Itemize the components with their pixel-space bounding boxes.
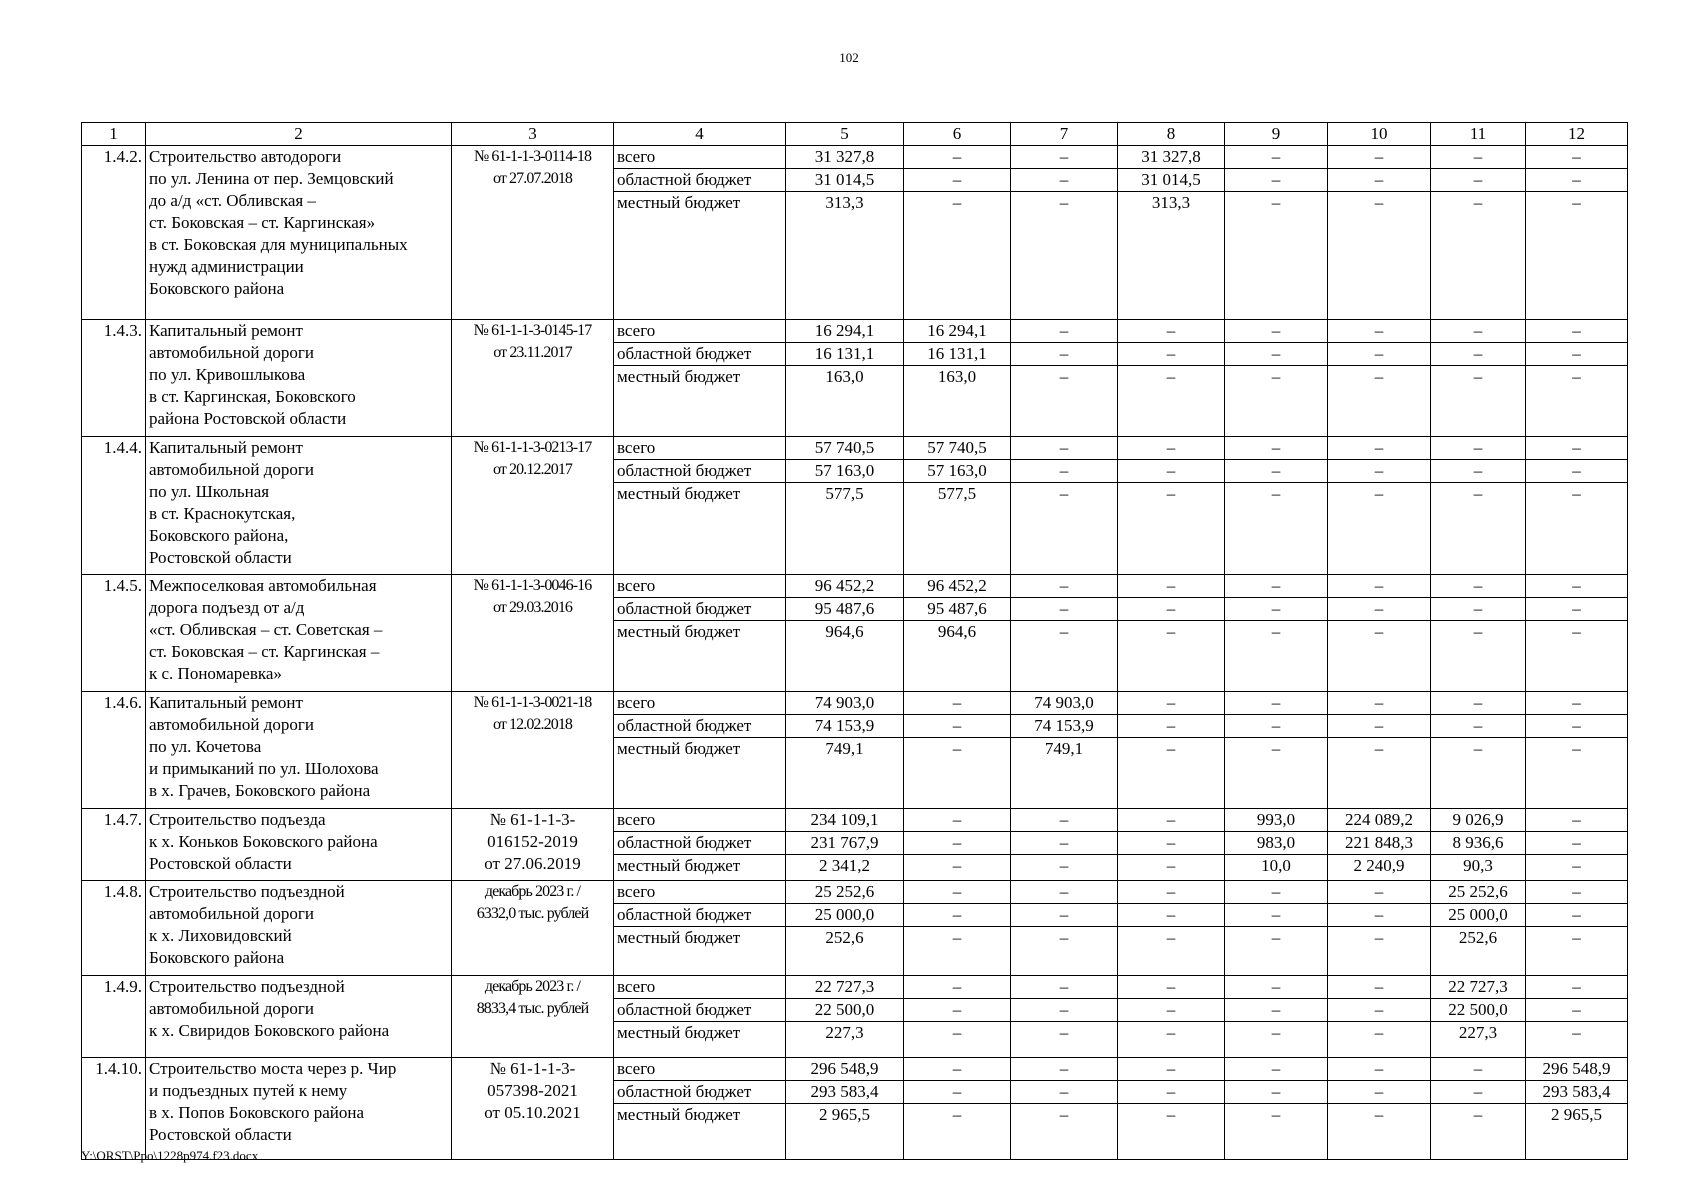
funding-source: всего: [614, 881, 786, 904]
project-name: Капитальный ремонт автомобильной дороги по ул. Школьная в ст. Краснокутская, Боковского района, Ростовской области: [146, 437, 452, 575]
amount-cell: 749,1: [786, 738, 904, 809]
amount-cell: –: [1431, 146, 1526, 169]
amount-cell: –: [1526, 809, 1628, 832]
amount-cell: 252,6: [786, 927, 904, 976]
amount-cell: –: [1118, 1022, 1225, 1058]
amount-cell: –: [1118, 1058, 1225, 1081]
amount-cell: –: [1118, 738, 1225, 809]
amount-cell: 2 240,9: [1328, 855, 1431, 881]
funding-source: всего: [614, 146, 786, 169]
amount-cell: –: [1526, 855, 1628, 881]
amount-cell: –: [1118, 320, 1225, 343]
item-number: 1.4.3.: [82, 320, 146, 437]
amount-cell: –: [904, 999, 1011, 1022]
amount-cell: –: [1431, 343, 1526, 366]
amount-cell: 577,5: [904, 483, 1011, 575]
amount-cell: –: [1011, 1058, 1118, 1081]
amount-cell: –: [1431, 192, 1526, 320]
table-row: [82, 437, 1628, 460]
amount-cell: –: [1526, 832, 1628, 855]
project-reference: № 61-1-1-3-0213-17 от 20.12.2017: [452, 437, 614, 575]
amount-cell: –: [1011, 621, 1118, 692]
amount-cell: –: [1431, 715, 1526, 738]
amount-cell: –: [1328, 738, 1431, 809]
column-header: 10: [1328, 123, 1431, 146]
amount-cell: –: [1011, 1081, 1118, 1104]
amount-cell: –: [1328, 192, 1431, 320]
amount-cell: 57 163,0: [786, 460, 904, 483]
amount-cell: –: [1328, 437, 1431, 460]
amount-cell: 227,3: [786, 1022, 904, 1058]
amount-cell: –: [1011, 1022, 1118, 1058]
amount-cell: –: [1011, 976, 1118, 999]
amount-cell: 25 252,6: [786, 881, 904, 904]
amount-cell: –: [1225, 999, 1328, 1022]
amount-cell: –: [1225, 575, 1328, 598]
amount-cell: –: [1526, 320, 1628, 343]
amount-cell: –: [1225, 1081, 1328, 1104]
column-header: 11: [1431, 123, 1526, 146]
amount-cell: 31 014,5: [786, 169, 904, 192]
budget-table: [81, 122, 1628, 1160]
amount-cell: –: [1225, 976, 1328, 999]
funding-source: местный бюджет: [614, 621, 786, 692]
amount-cell: 9 026,9: [1431, 809, 1526, 832]
funding-source: всего: [614, 320, 786, 343]
amount-cell: –: [1011, 343, 1118, 366]
funding-source: областной бюджет: [614, 343, 786, 366]
column-header: 9: [1225, 123, 1328, 146]
amount-cell: 10,0: [1225, 855, 1328, 881]
amount-cell: –: [1225, 1022, 1328, 1058]
amount-cell: –: [904, 169, 1011, 192]
amount-cell: 25 252,6: [1431, 881, 1526, 904]
amount-cell: –: [1526, 169, 1628, 192]
amount-cell: –: [1118, 715, 1225, 738]
amount-cell: –: [1431, 575, 1526, 598]
project-name: Межпоселковая автомобильная дорога подъезд от а/д «ст. Обливская – ст. Советская – ст. Боковская – ст. Каргинская – к с. Пономаревка»: [146, 575, 452, 692]
amount-cell: –: [1328, 621, 1431, 692]
amount-cell: 224 089,2: [1328, 809, 1431, 832]
project-name: Капитальный ремонт автомобильной дороги по ул. Кривошлыкова в ст. Каргинская, Боковского района Ростовской области: [146, 320, 452, 437]
column-header: 1: [82, 123, 146, 146]
column-header: 4: [614, 123, 786, 146]
amount-cell: –: [1225, 598, 1328, 621]
amount-cell: 16 131,1: [786, 343, 904, 366]
amount-cell: –: [1011, 999, 1118, 1022]
amount-cell: –: [1225, 169, 1328, 192]
amount-cell: –: [1431, 169, 1526, 192]
amount-cell: –: [1328, 1081, 1431, 1104]
amount-cell: –: [1225, 904, 1328, 927]
project-name: Строительство автодороги по ул. Ленина от пер. Земцовский до а/д «ст. Обливская – ст. Боковская – ст. Каргинская» в ст. Боковская для муниципальных нужд администрации Боковского района: [146, 146, 452, 320]
project-reference: № 61-1-1-3-0021-18 от 12.02.2018: [452, 692, 614, 809]
funding-source: местный бюджет: [614, 366, 786, 437]
amount-cell: –: [1225, 881, 1328, 904]
funding-source: областной бюджет: [614, 598, 786, 621]
amount-cell: 577,5: [786, 483, 904, 575]
amount-cell: –: [1431, 460, 1526, 483]
amount-cell: –: [1011, 437, 1118, 460]
amount-cell: –: [1011, 809, 1118, 832]
amount-cell: –: [1431, 483, 1526, 575]
amount-cell: 57 163,0: [904, 460, 1011, 483]
table-row: [82, 692, 1628, 715]
amount-cell: 313,3: [786, 192, 904, 320]
amount-cell: –: [1011, 169, 1118, 192]
amount-cell: –: [1431, 598, 1526, 621]
project-name: Строительство моста через р. Чир и подъездных путей к нему в х. Попов Боковского района Ростовской области: [146, 1058, 452, 1160]
item-number: 1.4.10.: [82, 1058, 146, 1160]
amount-cell: 252,6: [1431, 927, 1526, 976]
amount-cell: –: [1118, 809, 1225, 832]
table-row: [82, 1058, 1628, 1081]
item-number: 1.4.2.: [82, 146, 146, 320]
amount-cell: 31 327,8: [786, 146, 904, 169]
funding-source: всего: [614, 809, 786, 832]
amount-cell: –: [1225, 1104, 1328, 1160]
amount-cell: –: [1328, 976, 1431, 999]
amount-cell: –: [1118, 999, 1225, 1022]
funding-source: местный бюджет: [614, 483, 786, 575]
amount-cell: –: [1118, 881, 1225, 904]
amount-cell: –: [1011, 192, 1118, 320]
amount-cell: –: [904, 855, 1011, 881]
amount-cell: –: [1011, 483, 1118, 575]
funding-source: областной бюджет: [614, 904, 786, 927]
amount-cell: –: [1225, 320, 1328, 343]
amount-cell: –: [1011, 832, 1118, 855]
project-reference: декабрь 2023 г. / 6332,0 тыс. рублей: [452, 881, 614, 976]
amount-cell: –: [1011, 881, 1118, 904]
amount-cell: –: [1526, 460, 1628, 483]
amount-cell: –: [1328, 366, 1431, 437]
amount-cell: 749,1: [1011, 738, 1118, 809]
amount-cell: –: [1328, 927, 1431, 976]
amount-cell: –: [1526, 192, 1628, 320]
funding-source: областной бюджет: [614, 169, 786, 192]
amount-cell: –: [1431, 692, 1526, 715]
amount-cell: –: [904, 809, 1011, 832]
amount-cell: –: [1431, 437, 1526, 460]
amount-cell: 293 583,4: [786, 1081, 904, 1104]
project-reference: № 61-1-1-3-0114-18 от 27.07.2018: [452, 146, 614, 320]
amount-cell: –: [1225, 483, 1328, 575]
amount-cell: –: [1328, 881, 1431, 904]
amount-cell: 74 903,0: [786, 692, 904, 715]
amount-cell: –: [1526, 146, 1628, 169]
amount-cell: –: [1118, 460, 1225, 483]
amount-cell: –: [1225, 715, 1328, 738]
table-row: [82, 809, 1628, 832]
amount-cell: 227,3: [1431, 1022, 1526, 1058]
project-reference: декабрь 2023 г. / 8833,4 тыс. рублей: [452, 976, 614, 1058]
amount-cell: –: [1118, 927, 1225, 976]
header-row: [82, 123, 1628, 146]
amount-cell: –: [904, 976, 1011, 999]
amount-cell: 8 936,6: [1431, 832, 1526, 855]
amount-cell: 2 341,2: [786, 855, 904, 881]
amount-cell: –: [1011, 598, 1118, 621]
amount-cell: –: [1526, 343, 1628, 366]
amount-cell: –: [1011, 575, 1118, 598]
project-reference: № 61-1-1-3-0145-17 от 23.11.2017: [452, 320, 614, 437]
funding-source: областной бюджет: [614, 1081, 786, 1104]
amount-cell: –: [1118, 904, 1225, 927]
amount-cell: 31 327,8: [1118, 146, 1225, 169]
amount-cell: –: [1011, 927, 1118, 976]
table-row: [82, 881, 1628, 904]
amount-cell: –: [1526, 483, 1628, 575]
column-header: 2: [146, 123, 452, 146]
project-name: Капитальный ремонт автомобильной дороги по ул. Кочетова и примыканий по ул. Шолохова в х. Грачев, Боковского района: [146, 692, 452, 809]
amount-cell: –: [1225, 1058, 1328, 1081]
column-header: 7: [1011, 123, 1118, 146]
amount-cell: 22 727,3: [1431, 976, 1526, 999]
funding-source: областной бюджет: [614, 832, 786, 855]
amount-cell: 22 727,3: [786, 976, 904, 999]
amount-cell: –: [1011, 460, 1118, 483]
amount-cell: –: [904, 738, 1011, 809]
amount-cell: –: [1431, 738, 1526, 809]
amount-cell: –: [1526, 692, 1628, 715]
amount-cell: –: [1526, 598, 1628, 621]
amount-cell: –: [1328, 483, 1431, 575]
funding-source: местный бюджет: [614, 1104, 786, 1160]
amount-cell: –: [1118, 437, 1225, 460]
project-reference: № 61-1-1-3- 016152-2019 от 27.06.2019: [452, 809, 614, 881]
column-header: 3: [452, 123, 614, 146]
amount-cell: –: [1328, 692, 1431, 715]
column-header: 12: [1526, 123, 1628, 146]
amount-cell: –: [1328, 320, 1431, 343]
amount-cell: 993,0: [1225, 809, 1328, 832]
amount-cell: 983,0: [1225, 832, 1328, 855]
amount-cell: –: [1118, 855, 1225, 881]
funding-source: областной бюджет: [614, 460, 786, 483]
amount-cell: 57 740,5: [904, 437, 1011, 460]
amount-cell: –: [1225, 692, 1328, 715]
amount-cell: –: [1118, 598, 1225, 621]
funding-source: областной бюджет: [614, 999, 786, 1022]
amount-cell: –: [1431, 320, 1526, 343]
footer-file-path: Y:\ORST\Ppo\1228p974.f23.docx: [81, 1148, 259, 1163]
amount-cell: –: [1118, 366, 1225, 437]
amount-cell: –: [1118, 832, 1225, 855]
amount-cell: –: [1118, 692, 1225, 715]
amount-cell: 74 903,0: [1011, 692, 1118, 715]
amount-cell: –: [1526, 437, 1628, 460]
amount-cell: 22 500,0: [786, 999, 904, 1022]
amount-cell: 22 500,0: [1431, 999, 1526, 1022]
amount-cell: –: [904, 832, 1011, 855]
table-row: [82, 146, 1628, 169]
amount-cell: 163,0: [786, 366, 904, 437]
amount-cell: –: [904, 881, 1011, 904]
amount-cell: –: [1526, 366, 1628, 437]
amount-cell: –: [904, 1081, 1011, 1104]
amount-cell: –: [1011, 904, 1118, 927]
amount-cell: 95 487,6: [904, 598, 1011, 621]
amount-cell: –: [1011, 366, 1118, 437]
funding-source: местный бюджет: [614, 1022, 786, 1058]
amount-cell: 231 767,9: [786, 832, 904, 855]
funding-source: местный бюджет: [614, 927, 786, 976]
amount-cell: 964,6: [904, 621, 1011, 692]
amount-cell: –: [1526, 999, 1628, 1022]
amount-cell: –: [904, 715, 1011, 738]
amount-cell: 296 548,9: [786, 1058, 904, 1081]
funding-source: областной бюджет: [614, 715, 786, 738]
amount-cell: –: [1118, 1081, 1225, 1104]
amount-cell: –: [1526, 976, 1628, 999]
funding-source: всего: [614, 437, 786, 460]
amount-cell: –: [1431, 1081, 1526, 1104]
funding-source: всего: [614, 1058, 786, 1081]
amount-cell: 2 965,5: [786, 1104, 904, 1160]
amount-cell: –: [1526, 1022, 1628, 1058]
amount-cell: –: [904, 192, 1011, 320]
project-name: Строительство подъездной автомобильной дороги к х. Лиховидовский Боковского района: [146, 881, 452, 976]
item-number: 1.4.9.: [82, 976, 146, 1058]
amount-cell: 31 014,5: [1118, 169, 1225, 192]
amount-cell: 964,6: [786, 621, 904, 692]
amount-cell: –: [1011, 146, 1118, 169]
amount-cell: –: [904, 1104, 1011, 1160]
amount-cell: –: [904, 1058, 1011, 1081]
amount-cell: 16 294,1: [904, 320, 1011, 343]
amount-cell: –: [904, 927, 1011, 976]
amount-cell: –: [904, 1022, 1011, 1058]
amount-cell: –: [1225, 738, 1328, 809]
amount-cell: –: [904, 904, 1011, 927]
column-header: 5: [786, 123, 904, 146]
amount-cell: –: [1011, 1104, 1118, 1160]
amount-cell: –: [1526, 927, 1628, 976]
amount-cell: –: [1328, 169, 1431, 192]
amount-cell: 293 583,4: [1526, 1081, 1628, 1104]
amount-cell: –: [1526, 904, 1628, 927]
amount-cell: 95 487,6: [786, 598, 904, 621]
item-number: 1.4.6.: [82, 692, 146, 809]
amount-cell: 25 000,0: [786, 904, 904, 927]
project-reference: № 61-1-1-3- 057398-2021 от 05.10.2021: [452, 1058, 614, 1160]
page-number: 102: [839, 50, 859, 65]
amount-cell: –: [1225, 460, 1328, 483]
amount-cell: –: [1431, 366, 1526, 437]
amount-cell: –: [904, 146, 1011, 169]
funding-source: всего: [614, 692, 786, 715]
amount-cell: 16 131,1: [904, 343, 1011, 366]
amount-cell: –: [1431, 1104, 1526, 1160]
amount-cell: –: [1526, 575, 1628, 598]
project-name: Строительство подъездной автомобильной дороги к х. Свиридов Боковского района: [146, 976, 452, 1058]
amount-cell: –: [1328, 1022, 1431, 1058]
amount-cell: –: [1328, 904, 1431, 927]
amount-cell: –: [1526, 621, 1628, 692]
amount-cell: –: [904, 692, 1011, 715]
amount-cell: –: [1328, 1058, 1431, 1081]
amount-cell: –: [1328, 999, 1431, 1022]
project-reference: № 61-1-1-3-0046-16 от 29.03.2016: [452, 575, 614, 692]
amount-cell: –: [1431, 1058, 1526, 1081]
column-header: 6: [904, 123, 1011, 146]
amount-cell: 313,3: [1118, 192, 1225, 320]
amount-cell: 296 548,9: [1526, 1058, 1628, 1081]
amount-cell: –: [1328, 146, 1431, 169]
amount-cell: –: [1328, 343, 1431, 366]
funding-source: местный бюджет: [614, 192, 786, 320]
amount-cell: –: [1526, 715, 1628, 738]
table-row: [82, 976, 1628, 999]
amount-cell: 90,3: [1431, 855, 1526, 881]
amount-cell: –: [1225, 621, 1328, 692]
amount-cell: –: [1328, 715, 1431, 738]
amount-cell: 96 452,2: [786, 575, 904, 598]
item-number: 1.4.4.: [82, 437, 146, 575]
amount-cell: –: [1118, 976, 1225, 999]
amount-cell: –: [1225, 437, 1328, 460]
amount-cell: –: [1118, 575, 1225, 598]
project-name: Строительство подъезда к х. Коньков Боковского района Ростовской области: [146, 809, 452, 881]
amount-cell: –: [1011, 320, 1118, 343]
amount-cell: –: [1526, 881, 1628, 904]
amount-cell: 2 965,5: [1526, 1104, 1628, 1160]
funding-source: местный бюджет: [614, 738, 786, 809]
amount-cell: –: [1118, 483, 1225, 575]
amount-cell: –: [1225, 146, 1328, 169]
amount-cell: 16 294,1: [786, 320, 904, 343]
item-number: 1.4.7.: [82, 809, 146, 881]
amount-cell: –: [1526, 738, 1628, 809]
amount-cell: 96 452,2: [904, 575, 1011, 598]
amount-cell: –: [1118, 621, 1225, 692]
column-header: 8: [1118, 123, 1225, 146]
amount-cell: –: [1328, 575, 1431, 598]
amount-cell: –: [1118, 1104, 1225, 1160]
item-number: 1.4.5.: [82, 575, 146, 692]
amount-cell: –: [1225, 927, 1328, 976]
amount-cell: 74 153,9: [786, 715, 904, 738]
amount-cell: –: [1011, 855, 1118, 881]
funding-source: всего: [614, 575, 786, 598]
item-number: 1.4.8.: [82, 881, 146, 976]
amount-cell: –: [1328, 1104, 1431, 1160]
amount-cell: –: [1431, 621, 1526, 692]
amount-cell: 74 153,9: [1011, 715, 1118, 738]
funding-source: местный бюджет: [614, 855, 786, 881]
amount-cell: 163,0: [904, 366, 1011, 437]
amount-cell: –: [1225, 343, 1328, 366]
table-row: [82, 575, 1628, 598]
amount-cell: 221 848,3: [1328, 832, 1431, 855]
amount-cell: –: [1118, 343, 1225, 366]
amount-cell: –: [1328, 598, 1431, 621]
amount-cell: –: [1328, 460, 1431, 483]
funding-source: всего: [614, 976, 786, 999]
amount-cell: –: [1225, 192, 1328, 320]
amount-cell: 57 740,5: [786, 437, 904, 460]
amount-cell: 25 000,0: [1431, 904, 1526, 927]
table-row: [82, 320, 1628, 343]
amount-cell: 234 109,1: [786, 809, 904, 832]
amount-cell: –: [1225, 366, 1328, 437]
